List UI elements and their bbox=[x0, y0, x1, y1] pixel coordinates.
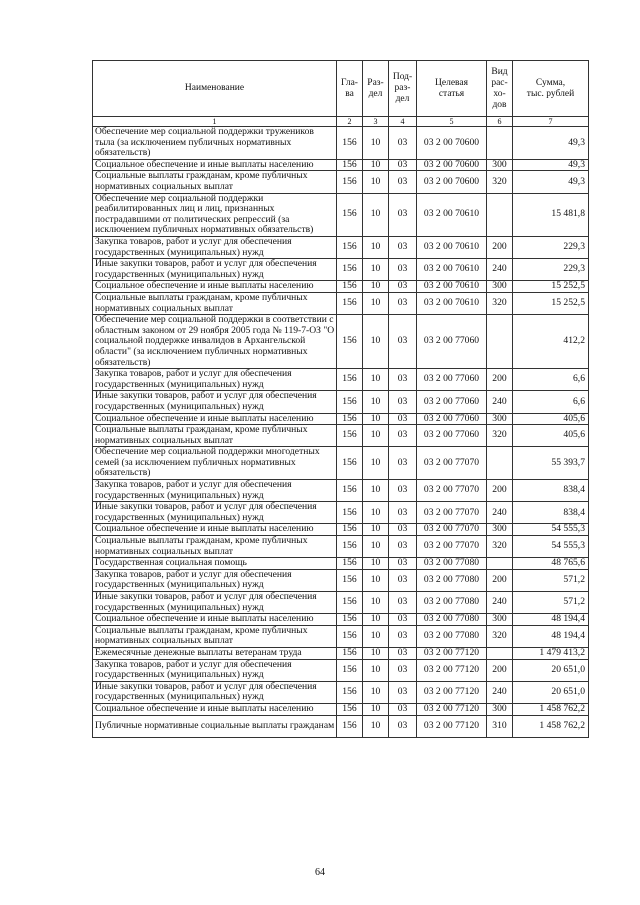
row-glava: 156 bbox=[337, 369, 363, 391]
row-vid: 320 bbox=[487, 536, 513, 558]
row-name: Иные закупки товаров, работ и услуг для обеспечения государственных (муниципальных) нужд bbox=[93, 502, 337, 524]
row-summa: 229,3 bbox=[513, 236, 589, 258]
row-name: Публичные нормативные социальные выплаты гражданам bbox=[93, 715, 337, 737]
row-razdel: 10 bbox=[363, 159, 389, 171]
row-vid: 240 bbox=[487, 502, 513, 524]
row-summa: 54 555,3 bbox=[513, 536, 589, 558]
row-glava: 156 bbox=[337, 315, 363, 369]
row-vid: 200 bbox=[487, 569, 513, 591]
row-podrazdel: 03 bbox=[389, 425, 417, 447]
row-summa: 55 393,7 bbox=[513, 447, 589, 480]
row-vid bbox=[487, 315, 513, 369]
row-podrazdel: 03 bbox=[389, 391, 417, 413]
row-razdel: 10 bbox=[363, 625, 389, 647]
row-podrazdel: 03 bbox=[389, 681, 417, 703]
row-name: Иные закупки товаров, работ и услуг для обеспечения государственных (муниципальных) нужд bbox=[93, 391, 337, 413]
row-podrazdel: 03 bbox=[389, 536, 417, 558]
table-row bbox=[93, 614, 589, 626]
row-glava: 156 bbox=[337, 614, 363, 626]
row-razdel: 10 bbox=[363, 536, 389, 558]
row-razdel: 10 bbox=[363, 315, 389, 369]
header-razdel: Раз- дел bbox=[363, 61, 389, 117]
row-podrazdel: 03 bbox=[389, 715, 417, 737]
row-glava: 156 bbox=[337, 502, 363, 524]
row-statya: 03 2 00 77070 bbox=[417, 524, 487, 536]
row-name: Иные закупки товаров, работ и услуг для обеспечения государственных (муниципальных) нужд bbox=[93, 259, 337, 281]
row-summa: 15 481,8 bbox=[513, 193, 589, 236]
row-summa: 48 194,4 bbox=[513, 614, 589, 626]
row-razdel: 10 bbox=[363, 659, 389, 681]
row-glava: 156 bbox=[337, 159, 363, 171]
row-name: Социальное обеспечение и иные выплаты населению bbox=[93, 703, 337, 715]
table-row bbox=[93, 236, 589, 258]
row-statya: 03 2 00 70600 bbox=[417, 159, 487, 171]
row-glava: 156 bbox=[337, 447, 363, 480]
row-summa: 6,6 bbox=[513, 391, 589, 413]
row-podrazdel: 03 bbox=[389, 171, 417, 193]
row-vid: 320 bbox=[487, 425, 513, 447]
row-summa: 405,6 bbox=[513, 413, 589, 425]
table-row bbox=[93, 369, 589, 391]
row-name: Социальные выплаты гражданам, кроме публичных нормативных социальных выплат bbox=[93, 171, 337, 193]
header-glava: Гла- ва bbox=[337, 61, 363, 117]
row-summa: 49,3 bbox=[513, 171, 589, 193]
table-row bbox=[93, 592, 589, 614]
row-razdel: 10 bbox=[363, 193, 389, 236]
row-statya: 03 2 00 77120 bbox=[417, 703, 487, 715]
row-vid bbox=[487, 558, 513, 570]
row-vid: 300 bbox=[487, 703, 513, 715]
row-name: Обеспечение мер социальной поддержки реабилитированных лиц и лиц, признанных пострадавшими от политических репрессий (за исключением публичных нормативных обязательств) bbox=[93, 193, 337, 236]
row-statya: 03 2 00 77120 bbox=[417, 659, 487, 681]
table-body bbox=[93, 127, 589, 738]
row-podrazdel: 03 bbox=[389, 502, 417, 524]
row-podrazdel: 03 bbox=[389, 159, 417, 171]
row-name: Социальное обеспечение и иные выплаты населению bbox=[93, 281, 337, 293]
row-razdel: 10 bbox=[363, 524, 389, 536]
table-row bbox=[93, 193, 589, 236]
row-podrazdel: 03 bbox=[389, 315, 417, 369]
row-statya: 03 2 00 70610 bbox=[417, 292, 487, 314]
row-glava: 156 bbox=[337, 391, 363, 413]
row-podrazdel: 03 bbox=[389, 127, 417, 160]
row-vid: 240 bbox=[487, 391, 513, 413]
row-glava: 156 bbox=[337, 625, 363, 647]
row-statya: 03 2 00 70600 bbox=[417, 171, 487, 193]
row-glava: 156 bbox=[337, 425, 363, 447]
row-podrazdel: 03 bbox=[389, 614, 417, 626]
row-statya: 03 2 00 77080 bbox=[417, 592, 487, 614]
row-razdel: 10 bbox=[363, 447, 389, 480]
row-vid bbox=[487, 447, 513, 480]
row-summa: 229,3 bbox=[513, 259, 589, 281]
row-glava: 156 bbox=[337, 413, 363, 425]
row-razdel: 10 bbox=[363, 715, 389, 737]
row-name: Социальное обеспечение и иные выплаты населению bbox=[93, 524, 337, 536]
row-name: Социальное обеспечение и иные выплаты населению bbox=[93, 413, 337, 425]
row-summa: 15 252,5 bbox=[513, 281, 589, 293]
page-number: 64 bbox=[315, 867, 325, 878]
row-name: Обеспечение мер социальной поддержки в соответствии с областным законом от 29 ноября 2005 года № 119-7-ОЗ "О социальной поддержке инвалидов в Архангельской области" (за исключением публичных нормативных обязательств) bbox=[93, 315, 337, 369]
row-vid: 240 bbox=[487, 681, 513, 703]
row-name: Закупка товаров, работ и услуг для обеспечения государственных (муниципальных) нужд bbox=[93, 236, 337, 258]
row-summa: 405,6 bbox=[513, 425, 589, 447]
row-glava: 156 bbox=[337, 281, 363, 293]
row-razdel: 10 bbox=[363, 236, 389, 258]
row-podrazdel: 03 bbox=[389, 524, 417, 536]
row-razdel: 10 bbox=[363, 558, 389, 570]
row-name: Закупка товаров, работ и услуг для обеспечения государственных (муниципальных) нужд bbox=[93, 369, 337, 391]
row-statya: 03 2 00 77080 bbox=[417, 625, 487, 647]
row-statya: 03 2 00 77080 bbox=[417, 558, 487, 570]
row-podrazdel: 03 bbox=[389, 236, 417, 258]
row-name: Социальные выплаты гражданам, кроме публичных нормативных социальных выплат bbox=[93, 292, 337, 314]
row-glava: 156 bbox=[337, 171, 363, 193]
table-row bbox=[93, 625, 589, 647]
row-razdel: 10 bbox=[363, 703, 389, 715]
row-glava: 156 bbox=[337, 480, 363, 502]
row-razdel: 10 bbox=[363, 171, 389, 193]
table-row bbox=[93, 281, 589, 293]
row-vid: 300 bbox=[487, 159, 513, 171]
row-statya: 03 2 00 77120 bbox=[417, 647, 487, 659]
row-podrazdel: 03 bbox=[389, 647, 417, 659]
row-statya: 03 2 00 70610 bbox=[417, 281, 487, 293]
row-summa: 48 194,4 bbox=[513, 625, 589, 647]
row-glava: 156 bbox=[337, 536, 363, 558]
row-glava: 156 bbox=[337, 569, 363, 591]
row-summa: 838,4 bbox=[513, 502, 589, 524]
column-number: 2 bbox=[337, 117, 363, 127]
row-statya: 03 2 00 77120 bbox=[417, 681, 487, 703]
row-vid: 320 bbox=[487, 171, 513, 193]
row-name: Социальное обеспечение и иные выплаты населению bbox=[93, 159, 337, 171]
row-podrazdel: 03 bbox=[389, 625, 417, 647]
row-vid: 200 bbox=[487, 369, 513, 391]
column-number: 5 bbox=[417, 117, 487, 127]
row-vid: 310 bbox=[487, 715, 513, 737]
row-podrazdel: 03 bbox=[389, 480, 417, 502]
table-row bbox=[93, 703, 589, 715]
row-statya: 03 2 00 77060 bbox=[417, 425, 487, 447]
table-row bbox=[93, 647, 589, 659]
column-number-row bbox=[93, 117, 589, 127]
row-vid: 240 bbox=[487, 259, 513, 281]
table-row bbox=[93, 569, 589, 591]
row-name: Социальные выплаты гражданам, кроме публичных нормативных социальных выплат bbox=[93, 425, 337, 447]
row-glava: 156 bbox=[337, 193, 363, 236]
row-razdel: 10 bbox=[363, 292, 389, 314]
row-statya: 03 2 00 77080 bbox=[417, 614, 487, 626]
row-summa: 1 479 413,2 bbox=[513, 647, 589, 659]
row-name: Закупка товаров, работ и услуг для обеспечения государственных (муниципальных) нужд bbox=[93, 659, 337, 681]
row-summa: 838,4 bbox=[513, 480, 589, 502]
table-row bbox=[93, 536, 589, 558]
header-summa: Сумма, тыс. рублей bbox=[513, 61, 589, 117]
row-podrazdel: 03 bbox=[389, 592, 417, 614]
row-name: Социальное обеспечение и иные выплаты населению bbox=[93, 614, 337, 626]
row-vid bbox=[487, 193, 513, 236]
budget-table bbox=[92, 60, 589, 738]
row-razdel: 10 bbox=[363, 391, 389, 413]
row-vid: 300 bbox=[487, 281, 513, 293]
row-summa: 1 458 762,2 bbox=[513, 715, 589, 737]
column-number: 4 bbox=[389, 117, 417, 127]
row-vid: 320 bbox=[487, 625, 513, 647]
row-name: Обеспечение мер социальной поддержки тружеников тыла (за исключением публичных нормативных обязательств) bbox=[93, 127, 337, 160]
table-row bbox=[93, 715, 589, 737]
row-summa: 49,3 bbox=[513, 127, 589, 160]
row-vid: 300 bbox=[487, 413, 513, 425]
header-statya: Целевая статья bbox=[417, 61, 487, 117]
row-razdel: 10 bbox=[363, 413, 389, 425]
row-statya: 03 2 00 77060 bbox=[417, 391, 487, 413]
row-vid: 320 bbox=[487, 292, 513, 314]
row-vid: 300 bbox=[487, 614, 513, 626]
column-number: 3 bbox=[363, 117, 389, 127]
table-row bbox=[93, 447, 589, 480]
row-glava: 156 bbox=[337, 524, 363, 536]
table-row bbox=[93, 259, 589, 281]
row-glava: 156 bbox=[337, 127, 363, 160]
row-name: Социальные выплаты гражданам, кроме публичных нормативных социальных выплат bbox=[93, 536, 337, 558]
row-name: Социальные выплаты гражданам, кроме публичных нормативных социальных выплат bbox=[93, 625, 337, 647]
row-vid: 240 bbox=[487, 592, 513, 614]
row-statya: 03 2 00 77060 bbox=[417, 369, 487, 391]
row-summa: 48 765,6 bbox=[513, 558, 589, 570]
row-podrazdel: 03 bbox=[389, 447, 417, 480]
row-glava: 156 bbox=[337, 659, 363, 681]
row-vid: 200 bbox=[487, 236, 513, 258]
row-summa: 6,6 bbox=[513, 369, 589, 391]
row-statya: 03 2 00 77070 bbox=[417, 536, 487, 558]
table-row bbox=[93, 502, 589, 524]
table-row bbox=[93, 171, 589, 193]
table-row bbox=[93, 681, 589, 703]
row-name: Ежемесячные денежные выплаты ветеранам труда bbox=[93, 647, 337, 659]
row-statya: 03 2 00 70610 bbox=[417, 236, 487, 258]
row-name: Обеспечение мер социальной поддержки многодетных семей (за исключением публичных нормативных обязательств) bbox=[93, 447, 337, 480]
row-name: Иные закупки товаров, работ и услуг для обеспечения государственных (муниципальных) нужд bbox=[93, 681, 337, 703]
row-razdel: 10 bbox=[363, 259, 389, 281]
row-podrazdel: 03 bbox=[389, 659, 417, 681]
row-glava: 156 bbox=[337, 236, 363, 258]
column-number: 6 bbox=[487, 117, 513, 127]
row-podrazdel: 03 bbox=[389, 413, 417, 425]
table-row bbox=[93, 413, 589, 425]
row-statya: 03 2 00 77070 bbox=[417, 447, 487, 480]
table-row bbox=[93, 292, 589, 314]
table-row bbox=[93, 391, 589, 413]
row-glava: 156 bbox=[337, 558, 363, 570]
header-name: Наименование bbox=[93, 61, 337, 117]
row-razdel: 10 bbox=[363, 569, 389, 591]
row-podrazdel: 03 bbox=[389, 259, 417, 281]
row-glava: 156 bbox=[337, 715, 363, 737]
table-row bbox=[93, 159, 589, 171]
row-summa: 20 651,0 bbox=[513, 681, 589, 703]
row-razdel: 10 bbox=[363, 614, 389, 626]
row-vid: 300 bbox=[487, 524, 513, 536]
row-statya: 03 2 00 77080 bbox=[417, 569, 487, 591]
budget-table-page bbox=[92, 60, 588, 738]
row-summa: 571,2 bbox=[513, 569, 589, 591]
table-row bbox=[93, 315, 589, 369]
row-glava: 156 bbox=[337, 703, 363, 715]
row-razdel: 10 bbox=[363, 425, 389, 447]
row-podrazdel: 03 bbox=[389, 369, 417, 391]
table-row bbox=[93, 558, 589, 570]
row-razdel: 10 bbox=[363, 480, 389, 502]
row-glava: 156 bbox=[337, 259, 363, 281]
row-name: Закупка товаров, работ и услуг для обеспечения государственных (муниципальных) нужд bbox=[93, 480, 337, 502]
row-statya: 03 2 00 77070 bbox=[417, 502, 487, 524]
row-name: Государственная социальная помощь bbox=[93, 558, 337, 570]
row-name: Закупка товаров, работ и услуг для обеспечения государственных (муниципальных) нужд bbox=[93, 569, 337, 591]
row-summa: 412,2 bbox=[513, 315, 589, 369]
row-summa: 571,2 bbox=[513, 592, 589, 614]
row-podrazdel: 03 bbox=[389, 569, 417, 591]
row-razdel: 10 bbox=[363, 281, 389, 293]
table-row bbox=[93, 425, 589, 447]
row-summa: 49,3 bbox=[513, 159, 589, 171]
table-row bbox=[93, 480, 589, 502]
table-row bbox=[93, 659, 589, 681]
row-razdel: 10 bbox=[363, 369, 389, 391]
header-row bbox=[93, 61, 589, 117]
table-row bbox=[93, 524, 589, 536]
row-summa: 20 651,0 bbox=[513, 659, 589, 681]
row-statya: 03 2 00 70600 bbox=[417, 127, 487, 160]
row-razdel: 10 bbox=[363, 647, 389, 659]
row-glava: 156 bbox=[337, 681, 363, 703]
column-number: 1 bbox=[93, 117, 337, 127]
header-podrazdel: Под- раз- дел bbox=[389, 61, 417, 117]
row-podrazdel: 03 bbox=[389, 558, 417, 570]
row-vid: 200 bbox=[487, 659, 513, 681]
row-razdel: 10 bbox=[363, 502, 389, 524]
row-razdel: 10 bbox=[363, 681, 389, 703]
column-number: 7 bbox=[513, 117, 589, 127]
row-podrazdel: 03 bbox=[389, 193, 417, 236]
row-vid bbox=[487, 127, 513, 160]
row-razdel: 10 bbox=[363, 592, 389, 614]
row-glava: 156 bbox=[337, 647, 363, 659]
row-statya: 03 2 00 77060 bbox=[417, 315, 487, 369]
row-statya: 03 2 00 77060 bbox=[417, 413, 487, 425]
row-summa: 15 252,5 bbox=[513, 292, 589, 314]
header-vid: Вид рас- хо- дов bbox=[487, 61, 513, 117]
row-name: Иные закупки товаров, работ и услуг для обеспечения государственных (муниципальных) нужд bbox=[93, 592, 337, 614]
row-statya: 03 2 00 77070 bbox=[417, 480, 487, 502]
row-summa: 1 458 762,2 bbox=[513, 703, 589, 715]
table-row bbox=[93, 127, 589, 160]
row-summa: 54 555,3 bbox=[513, 524, 589, 536]
row-statya: 03 2 00 77120 bbox=[417, 715, 487, 737]
row-glava: 156 bbox=[337, 292, 363, 314]
row-podrazdel: 03 bbox=[389, 703, 417, 715]
row-glava: 156 bbox=[337, 592, 363, 614]
row-vid: 200 bbox=[487, 480, 513, 502]
row-podrazdel: 03 bbox=[389, 292, 417, 314]
row-statya: 03 2 00 70610 bbox=[417, 193, 487, 236]
row-razdel: 10 bbox=[363, 127, 389, 160]
row-podrazdel: 03 bbox=[389, 281, 417, 293]
row-statya: 03 2 00 70610 bbox=[417, 259, 487, 281]
row-vid bbox=[487, 647, 513, 659]
